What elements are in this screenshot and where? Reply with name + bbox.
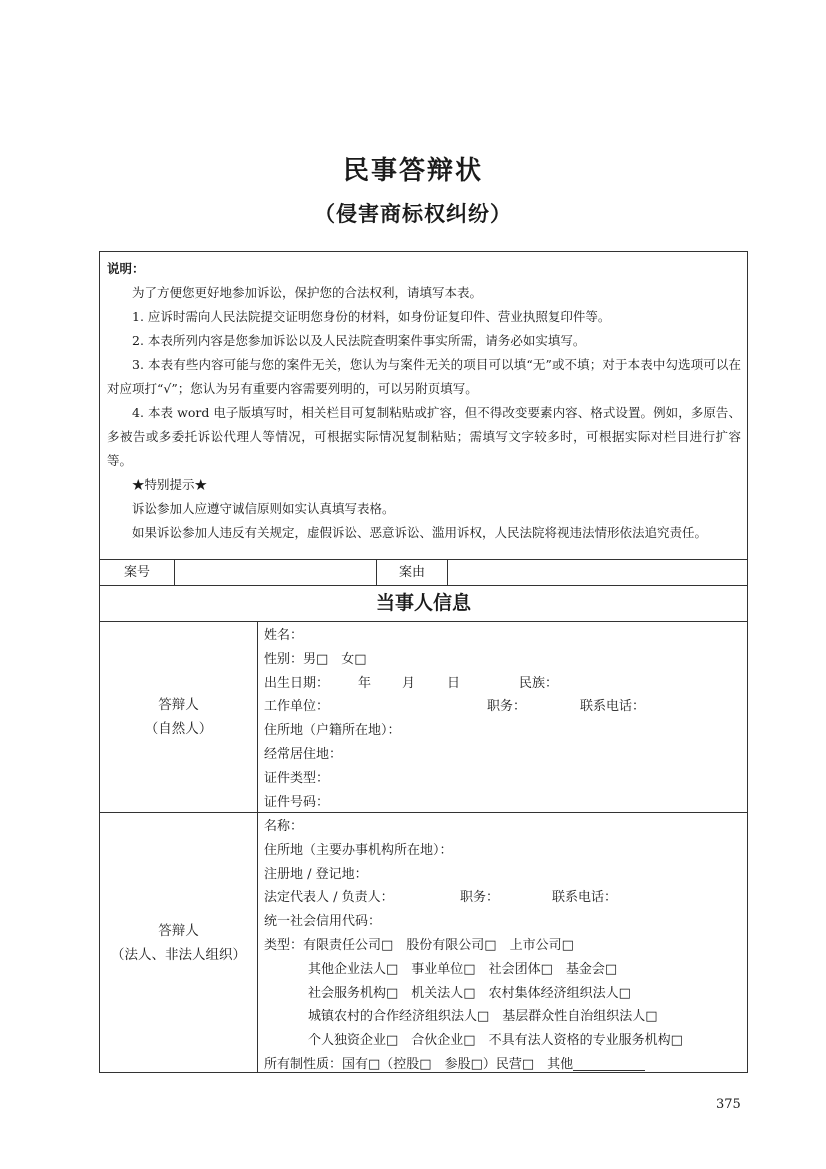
credit-code-field[interactable]: 统一社会信用代码：: [264, 914, 382, 930]
respondent-natural-person-block: [100, 622, 747, 813]
instruction-item-4: 4. 本表 word 电子版填写时，相关栏目可复制粘贴或扩容，但不得改变要素内容、格式设置。例如，多原告、多被告或多委托诉讼代理人等情况，可根据实际情况复制粘贴；需填写文字较多时，可根据实际对栏目进行扩容等。: [107, 405, 741, 468]
case-cause-label: 案由: [377, 560, 448, 585]
name-field[interactable]: 姓名：: [264, 628, 304, 643]
org-type-line-2[interactable]: 其他企业法人□ 事业单位□ 社会团体□ 基金会□: [308, 961, 618, 977]
answer-form: [99, 251, 748, 1073]
workplace-row[interactable]: [264, 695, 747, 719]
case-info-row: [100, 560, 747, 586]
other-ownership-blank[interactable]: [573, 1055, 645, 1071]
natural-person-fields: [258, 622, 747, 814]
rep-phone-label: 联系电话：: [552, 890, 618, 906]
respondent-natural-person-label: [100, 622, 258, 812]
org-type-line-4[interactable]: 城镇农村的合作经济组织法人□ 基层群众性自治组织法人□: [308, 1009, 658, 1025]
instructions-box: [100, 252, 747, 560]
respondent-legal-person-block: [100, 813, 747, 1072]
special-notice-heading: ★特别提示★: [132, 477, 208, 492]
respondent-label: 答辩人: [158, 697, 199, 713]
instruction-item-2: 2. 本表所列内容是您参加诉讼以及人民法院查明案件事实所需，请务必如实填写。: [132, 333, 586, 348]
natural-person-label: （自然人）: [144, 721, 213, 737]
special-notice-1: 诉讼参加人应遵守诚信原则如实认真填写表格。: [132, 501, 395, 516]
birth-date-label: 出生日期：: [264, 675, 330, 691]
org-type-line-1[interactable]: 类型：有限责任公司□ 股份有限公司□ 上市公司□: [264, 937, 574, 953]
month-label: 月: [402, 675, 416, 691]
residence-field[interactable]: 经常居住地：: [264, 746, 343, 762]
special-notice-2: 如果诉讼参加人违反有关规定，虚假诉讼、恶意诉讼、滥用诉权，人民法院将视违法情形依法追究责任。: [132, 525, 708, 540]
case-cause-field[interactable]: [448, 560, 747, 585]
domicile-field[interactable]: 住所地（户籍所在地）：: [264, 723, 401, 739]
ethnicity-label: 民族：: [519, 675, 559, 691]
representative-label: 法定代表人 / 负责人：: [264, 890, 394, 906]
workplace-label: 工作单位：: [264, 699, 330, 715]
gender-field[interactable]: 性别：男□ 女□: [264, 651, 367, 667]
org-type-line-5[interactable]: 个人独资企业□ 合伙企业□ 不具有法人资格的专业服务机构□: [308, 1033, 683, 1049]
birth-date-row[interactable]: [264, 672, 747, 696]
ownership-row[interactable]: [264, 1053, 747, 1077]
instruction-item-1: 1. 应诉时需向人民法院提交证明您身份的材料，如身份证复印件、营业执照复印件等。: [132, 309, 611, 324]
org-name-field[interactable]: 名称：: [264, 819, 304, 834]
id-type-field[interactable]: 证件类型：: [264, 770, 330, 786]
instruction-intro: 为了方便您更好地参加诉讼，保护您的合法权利，请填写本表。: [132, 285, 483, 300]
org-domicile-field[interactable]: 住所地（主要办事机构所在地）：: [264, 842, 453, 858]
document-subtitle: （侵害商标权纠纷）: [314, 202, 512, 226]
representative-row[interactable]: [264, 886, 747, 910]
legal-person-label: （法人、非法人组织）: [111, 946, 246, 963]
ownership-label: 所有制性质：国有□（控股□ 参股□）民营□ 其他: [264, 1056, 574, 1072]
legal-person-fields: [258, 813, 747, 1077]
registration-field[interactable]: 注册地 / 登记地：: [264, 866, 368, 882]
instruction-item-3: 3. 本表有些内容可能与您的案件无关，您认为与案件无关的项目可以填“无”或不填；对于本表中勾选项可以在对应项打“√”；您认为另有重要内容需要列明的，可以另附页填写。: [107, 357, 741, 396]
page-number: 375: [716, 1097, 741, 1112]
respondent-label: 答辩人: [158, 922, 199, 939]
respondent-legal-person-label: [100, 813, 258, 1072]
day-label: 日: [447, 675, 461, 691]
document-title: 民事答辩状: [342, 156, 483, 186]
case-number-label: 案号: [100, 560, 175, 585]
id-number-field[interactable]: 证件号码：: [264, 794, 330, 810]
position-label: 职务：: [487, 699, 527, 715]
rep-position-label: 职务：: [460, 890, 500, 906]
case-number-field[interactable]: [175, 560, 377, 585]
org-type-line-3[interactable]: 社会服务机构□ 机关法人□ 农村集体经济组织法人□: [308, 985, 631, 1001]
year-label: 年: [358, 675, 372, 691]
party-info-heading: 当事人信息: [100, 586, 747, 622]
phone-label: 联系电话：: [580, 699, 646, 715]
instructions-heading: 说明：: [107, 261, 145, 276]
